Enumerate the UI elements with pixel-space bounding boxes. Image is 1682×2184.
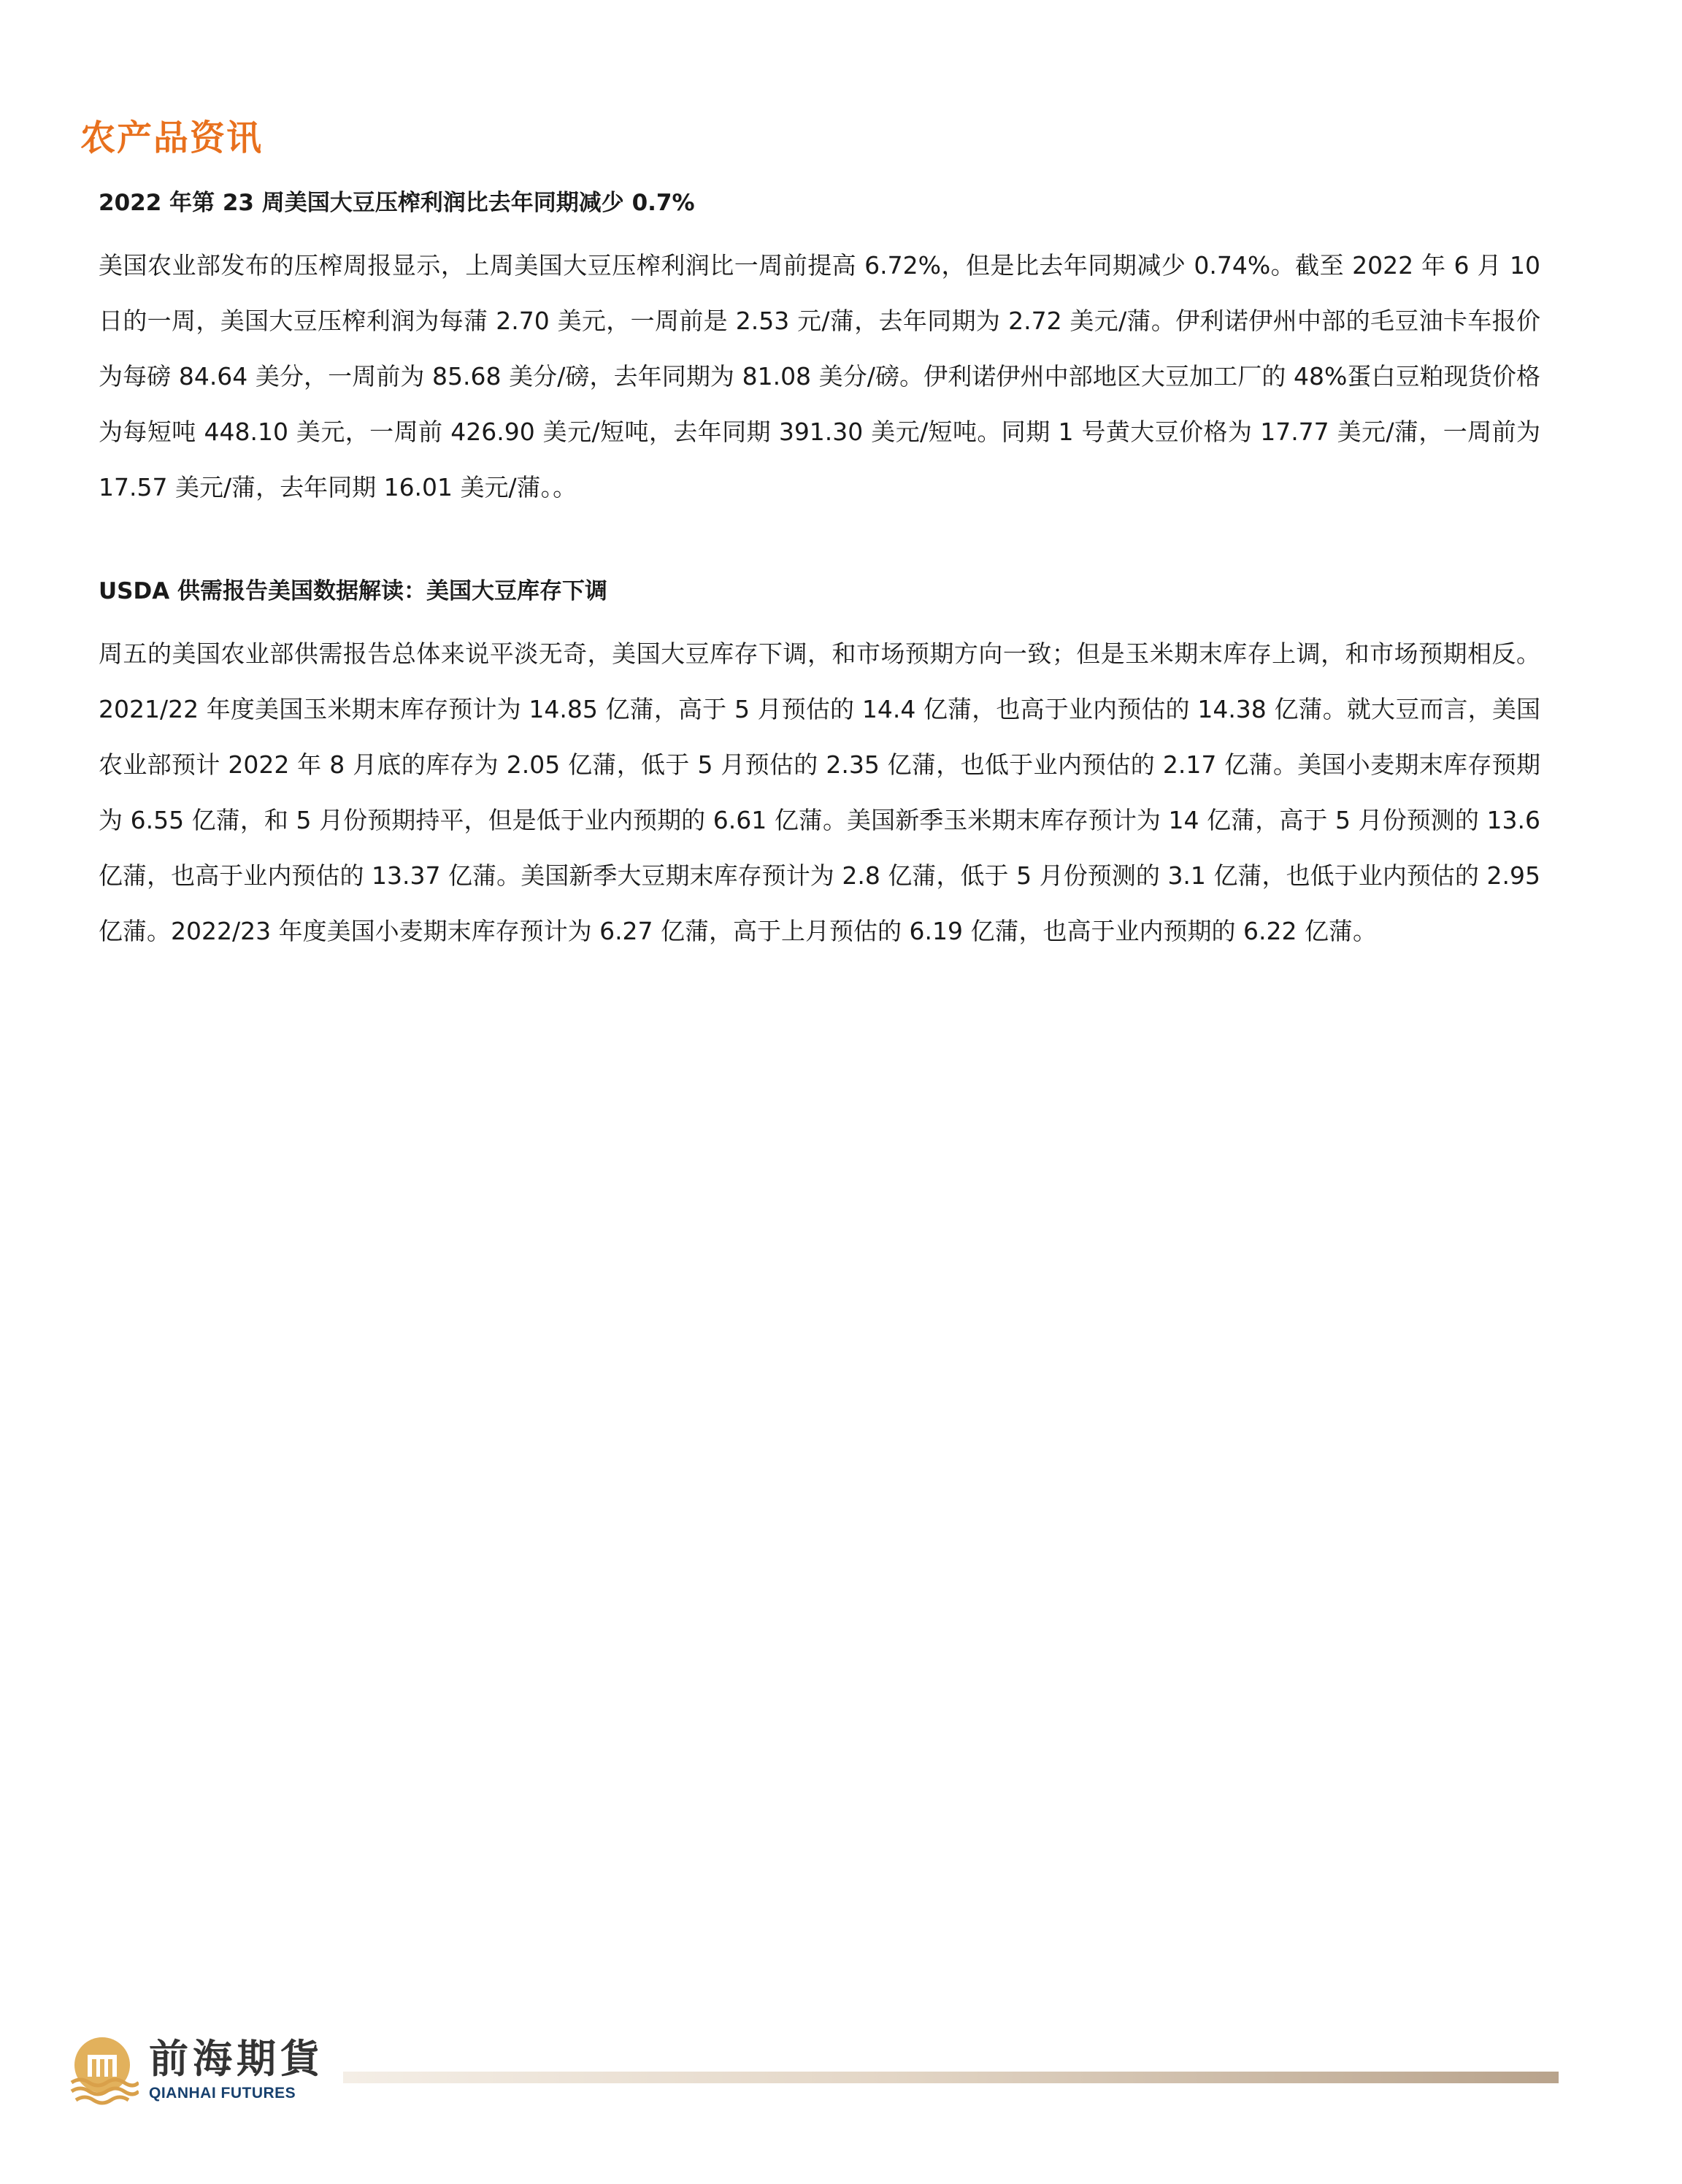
company-logo: [66, 2031, 329, 2111]
article-crush-margin: [99, 187, 1540, 515]
logo-english-name: QIANHAI FUTURES: [149, 2085, 296, 2102]
footer-divider: [343, 2072, 1559, 2083]
logo-chinese-name: 前海期貨: [149, 2035, 324, 2082]
article-body: 周五的美国农业部供需报告总体来说平淡无奇，美国大豆库存下调，和市场预期方向一致；但是玉米期末库存上调，和市场预期相反。2021/22 年度美国玉米期末库存预计为 14.85 亿蒲，高于 5 月预估的 14.4 亿蒲，也高于业内预估的 14.38 亿蒲。就大豆而言，美国农业部预计 2022 年 8 月底的库存为 2.05 亿蒲，低于 5 月预估的 2.35 亿蒲，也低于业内预估的 2.17 亿蒲。美国小麦期末库存预期为 6.55 亿蒲，和 5 月份预期持平，但是低于业内预期的 6.61 亿蒲。美国新季玉米期末库存预计为 14 亿蒲，高于 5 月份预测的 13.6 亿蒲，也高于业内预估的 13.37 亿蒲。美国新季大豆期末库存预计为 2.8 亿蒲，低于 5 月份预测的 3.1 亿蒲，也低于业内预估的 2.95 亿蒲。2022/23 年度美国小麦期末库存预计为 6.27 亿蒲，高于上月预估的 6.19 亿蒲，也高于业内预期的 6.22 亿蒲。: [99, 639, 1540, 945]
article-body: 美国农业部发布的压榨周报显示，上周美国大豆压榨利润比一周前提高 6.72%，但是比去年同期减少 0.74%。截至 2022 年 6 月 10 日的一周，美国大豆压榨利润为每蒲 2.70 美元，一周前是 2.53 元/蒲，去年同期为 2.72 美元/蒲。伊利诺伊州中部的毛豆油卡车报价为每磅 84.64 美分，一周前为 85.68 美分/磅，去年同期为 81.08 美分/磅。伊利诺伊州中部地区大豆加工厂的 48%蛋白豆粕现货价格为每短吨 448.10 美元，一周前 426.90 美元/短吨，去年同期 391.30 美元/短吨。同期 1 号黄大豆价格为 17.77 美元/蒲，一周前为 17.57 美元/蒲，去年同期 16.01 美元/蒲。。: [99, 251, 1540, 501]
article-title: USDA 供需报告美国数据解读：美国大豆库存下调: [99, 578, 608, 604]
article-usda-report: [99, 575, 1540, 959]
article-title: 2022 年第 23 周美国大豆压榨利润比去年同期减少 0.7%: [99, 190, 695, 216]
qianhai-logo-icon: [66, 2034, 139, 2107]
section-title: 农产品资讯: [80, 118, 264, 158]
